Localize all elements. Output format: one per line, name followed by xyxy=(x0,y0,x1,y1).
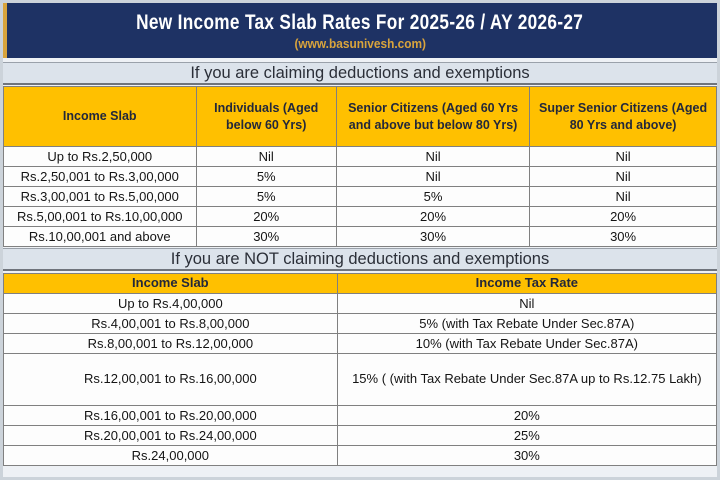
section1-heading: If you are claiming deductions and exemptions xyxy=(190,63,530,82)
slab-cell: Rs.16,00,001 to Rs.20,00,000 xyxy=(4,406,338,426)
website-url-text: (www.basunivesh.com) xyxy=(294,36,426,51)
rate-cell: 5% xyxy=(196,167,336,187)
rate-cell: 20% xyxy=(336,207,529,227)
rate-cell: 10% (with Tax Rebate Under Sec.87A) xyxy=(337,334,716,354)
rate-cell: 20% xyxy=(530,207,717,227)
title-bar xyxy=(3,3,717,58)
rate-cell: 30% xyxy=(336,227,529,247)
no-deductions-table xyxy=(3,273,717,466)
deductions-table-header-row xyxy=(4,87,717,147)
slab-cell: Rs.24,00,000 xyxy=(4,446,338,466)
slab-cell: Up to Rs.2,50,000 xyxy=(4,147,197,167)
table-row xyxy=(4,207,717,227)
slab-cell: Rs.4,00,001 to Rs.8,00,000 xyxy=(4,314,338,334)
table-row xyxy=(4,426,717,446)
no-deductions-table-header-row xyxy=(4,274,717,294)
rate-cell: Nil xyxy=(530,147,717,167)
rate-cell: 30% xyxy=(530,227,717,247)
title-accent-strip xyxy=(3,3,7,58)
rate-cell: 30% xyxy=(196,227,336,247)
rate-cell: Nil xyxy=(337,294,716,314)
rate-cell: 15% ( (with Tax Rebate Under Sec.87A up to Rs.12.75 Lakh) xyxy=(337,354,716,406)
table-row xyxy=(4,147,717,167)
rate-cell: 5% (with Tax Rebate Under Sec.87A) xyxy=(337,314,716,334)
table-row xyxy=(4,294,717,314)
slab-cell: Rs.20,00,001 to Rs.24,00,000 xyxy=(4,426,338,446)
table-row xyxy=(4,314,717,334)
rate-cell: Nil xyxy=(530,187,717,207)
slab-cell: Rs.8,00,001 to Rs.12,00,000 xyxy=(4,334,338,354)
section2-heading: If you are NOT claiming deductions and exemptions xyxy=(170,249,550,268)
slab-cell: Up to Rs.4,00,000 xyxy=(4,294,338,314)
slab-cell: Rs.3,00,001 to Rs.5,00,000 xyxy=(4,187,197,207)
table-row xyxy=(4,446,717,466)
section1-heading-band xyxy=(3,62,717,85)
rate-cell: 25% xyxy=(337,426,716,446)
column-header-senior-citizens: Senior Citizens (Aged 60 Yrs and above but below 80 Yrs) xyxy=(336,87,529,147)
column-header-super-senior-citizens: Super Senior Citizens (Aged 80 Yrs and above) xyxy=(530,87,717,147)
column-header-income-tax-rate: Income Tax Rate xyxy=(337,274,716,294)
rate-cell: Nil xyxy=(530,167,717,187)
column-header-income-slab: Income Slab xyxy=(4,87,197,147)
table-row xyxy=(4,167,717,187)
slab-cell: Rs.10,00,001 and above xyxy=(4,227,197,247)
section2-heading-band xyxy=(3,248,717,271)
column-header-income-slab: Income Slab xyxy=(4,274,338,294)
slab-cell: Rs.5,00,001 to Rs.10,00,000 xyxy=(4,207,197,227)
column-header-individuals: Individuals (Aged below 60 Yrs) xyxy=(196,87,336,147)
rate-cell: Nil xyxy=(196,147,336,167)
table-row xyxy=(4,227,717,247)
rate-cell: 5% xyxy=(196,187,336,207)
slab-cell: Rs.2,50,001 to Rs.3,00,000 xyxy=(4,167,197,187)
table-row xyxy=(4,187,717,207)
rate-cell: 30% xyxy=(337,446,716,466)
rate-cell: Nil xyxy=(336,167,529,187)
table-row xyxy=(4,406,717,426)
page-title: New Income Tax Slab Rates For 2025-26 / AY 2026-27 xyxy=(136,10,584,34)
slab-cell: Rs.12,00,001 to Rs.16,00,000 xyxy=(4,354,338,406)
rate-cell: 20% xyxy=(337,406,716,426)
rate-cell: 20% xyxy=(196,207,336,227)
deductions-table xyxy=(3,86,717,247)
table-row xyxy=(4,334,717,354)
table-row xyxy=(4,354,717,406)
rate-cell: Nil xyxy=(336,147,529,167)
rate-cell: 5% xyxy=(336,187,529,207)
